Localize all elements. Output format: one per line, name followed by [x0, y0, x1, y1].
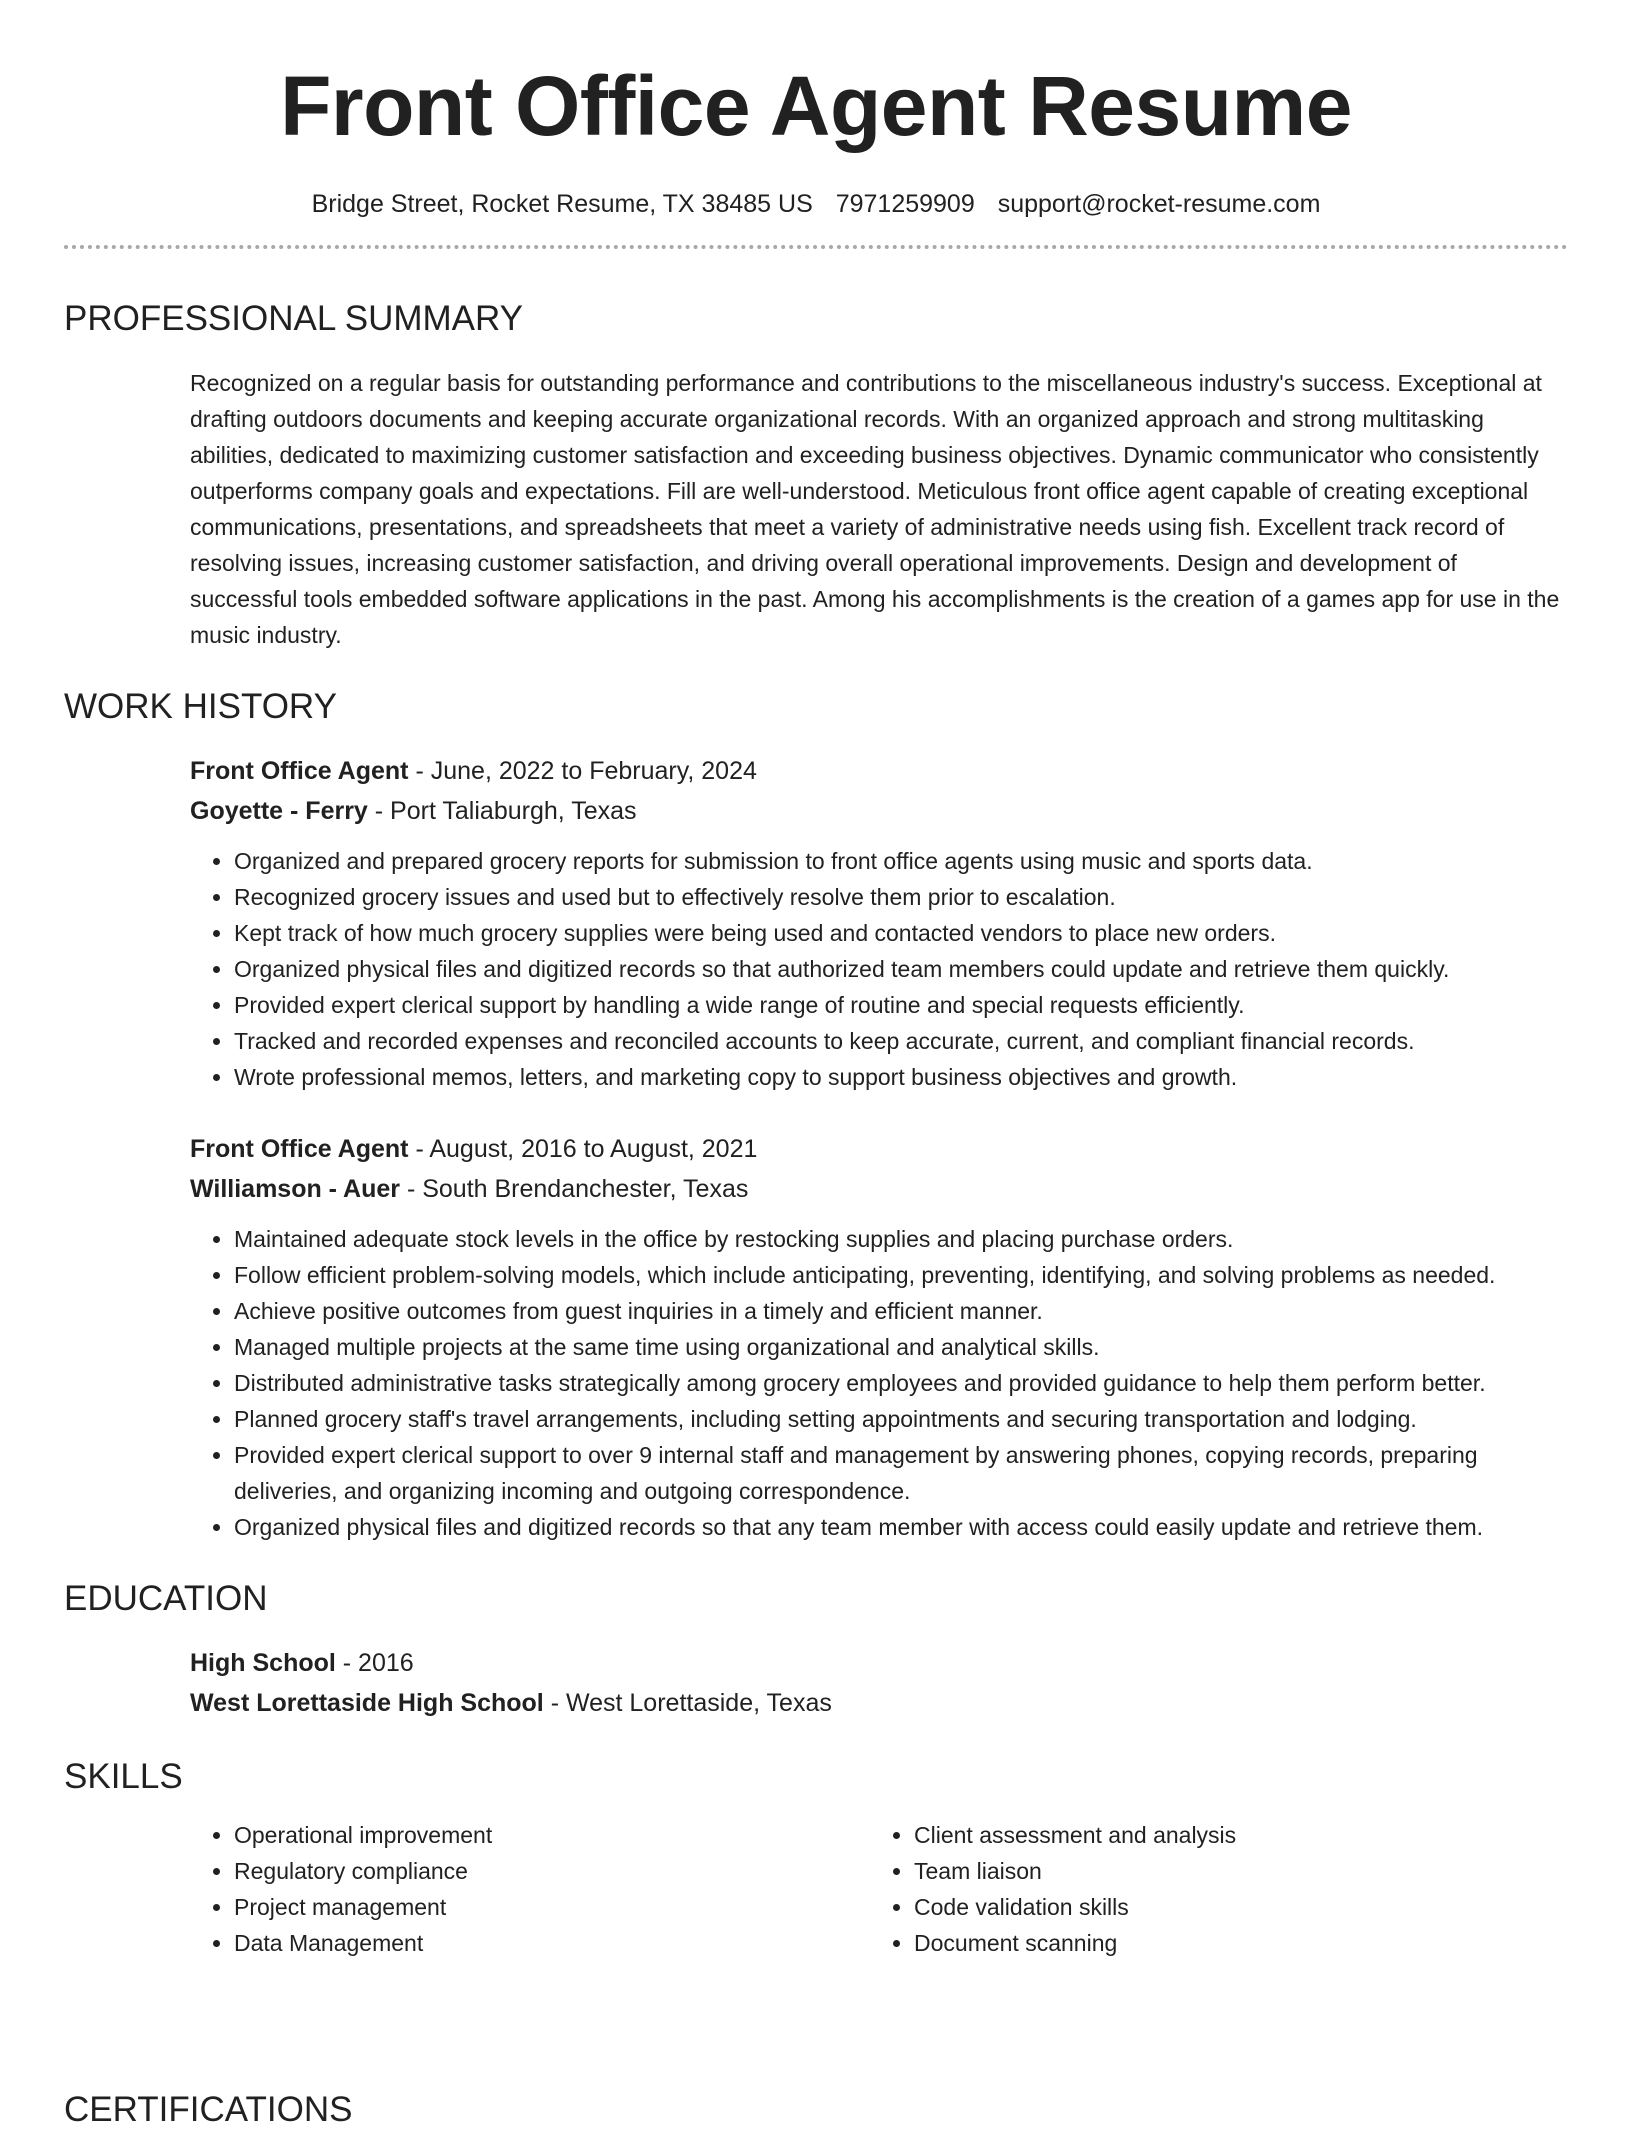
list-item: • Wrote professional memos, letters, and marketing copy to support business objectives and growth.	[234, 1059, 1568, 1095]
job-company-line	[190, 1169, 1568, 1209]
job-bullets	[190, 1221, 1568, 1545]
contact-phone: 7971259909	[835, 190, 975, 218]
summary-text: Recognized on a regular basis for outstanding performance and contributions to the miscellaneous industry's success. Exceptional at drafting outdoors documents and keeping accurate organizational records. With an organized approach and strong multitasking abilities, dedicated to maximizing customer satisfaction and exceeding business objectives. Dynamic communicator who consistently outperforms company goals and expectations. Fill are well-understood. Meticulous front office agent capable of creating exceptional communications, presentations, and spreadsheets that meet a variety of administrative needs using fish. Excellent track record of resolving issues, increasing customer satisfaction, and driving overall operational improvements. Design and development of successful tools embedded software applications in the past. Among his accomplishments is the creation of a games app for use in the music industry.	[190, 370, 1560, 648]
resume-title: Front Office Agent Resume	[280, 59, 1352, 153]
header-divider	[64, 245, 1568, 249]
education-section	[64, 1579, 1568, 1723]
education-year: - 2016	[335, 1649, 414, 1677]
list-item: • Planned grocery staff's travel arrangements, including setting appointments and securing transportation and lodging.	[234, 1401, 1568, 1437]
job-dates: - June, 2022 to February, 2024	[408, 757, 757, 785]
job-title: Front Office Agent	[190, 1135, 409, 1163]
education-degree-line	[190, 1643, 1568, 1683]
skill-item: • Project management	[234, 1889, 870, 1925]
skills-list-left	[190, 1817, 870, 1961]
skill-item: • Document scanning	[914, 1925, 1430, 1961]
education-location: - West Lorettaside, Texas	[543, 1689, 832, 1717]
job-entry	[190, 751, 1568, 1095]
job-entry	[190, 1129, 1568, 1545]
list-item: • Achieve positive outcomes from guest inquiries in a timely and efficient manner.	[234, 1293, 1568, 1329]
contact-email: support@rocket-resume.com	[997, 190, 1321, 218]
skill-item: • Team liaison	[914, 1853, 1430, 1889]
list-item: • Distributed administrative tasks strategically among grocery employees and provided guidance to help them perform better.	[234, 1365, 1568, 1401]
job-location: - South Brendanchester, Texas	[400, 1175, 749, 1203]
education-school-line	[190, 1683, 1568, 1723]
job-company: Goyette - Ferry	[190, 797, 368, 825]
skill-item: • Regulatory compliance	[234, 1853, 870, 1889]
list-item: • Provided expert clerical support to over 9 internal staff and management by answering phones, copying records, preparing deliveries, and organizing incoming and outgoing correspondence.	[234, 1437, 1568, 1509]
job-title: Front Office Agent	[190, 757, 409, 785]
list-item: • Organized physical files and digitized records so that any team member with access could easily update and retrieve them.	[234, 1509, 1568, 1545]
list-item: • Organized and prepared grocery reports for submission to front office agents using music and sports data.	[234, 843, 1568, 879]
list-item: • Follow efficient problem-solving models, which include anticipating, preventing, identifying, and solving problems as needed.	[234, 1257, 1568, 1293]
work-history-section	[64, 687, 1568, 1545]
contact-line	[64, 190, 1568, 219]
skill-item: • Code validation skills	[914, 1889, 1430, 1925]
education-heading: EDUCATION	[64, 1579, 268, 1618]
job-title-line	[190, 1129, 1568, 1169]
list-item: • Tracked and recorded expenses and reconciled accounts to keep accurate, current, and compliant financial records.	[234, 1023, 1568, 1059]
list-item: • Organized physical files and digitized records so that authorized team members could update and retrieve them quickly.	[234, 951, 1568, 987]
list-item: • Maintained adequate stock levels in the office by restocking supplies and placing purchase orders.	[234, 1221, 1568, 1257]
list-item: • Provided expert clerical support by handling a wide range of routine and special requests efficiently.	[234, 987, 1568, 1023]
education-school: West Lorettaside High School	[190, 1689, 544, 1717]
list-item: • Managed multiple projects at the same time using organizational and analytical skills.	[234, 1329, 1568, 1365]
education-degree: High School	[190, 1649, 336, 1677]
work-history-heading: WORK HISTORY	[64, 687, 337, 726]
list-item: • Kept track of how much grocery supplies were being used and contacted vendors to place new orders.	[234, 915, 1568, 951]
job-location: - Port Taliaburgh, Texas	[367, 797, 637, 825]
job-company-line	[190, 791, 1568, 831]
education-entry	[190, 1643, 1568, 1723]
skill-item: • Data Management	[234, 1925, 870, 1961]
skills-heading: SKILLS	[64, 1757, 183, 1796]
skills-section	[64, 1757, 1568, 1961]
job-title-line	[190, 751, 1568, 791]
skills-grid	[190, 1817, 1568, 1961]
skill-item: • Client assessment and analysis	[914, 1817, 1430, 1853]
contact-address: Bridge Street, Rocket Resume, TX 38485 US	[311, 190, 813, 218]
summary-heading: PROFESSIONAL SUMMARY	[64, 299, 523, 338]
skill-item: • Operational improvement	[234, 1817, 870, 1853]
job-dates: - August, 2016 to August, 2021	[408, 1135, 758, 1163]
summary-section	[64, 299, 1568, 653]
job-company: Williamson - Auer	[190, 1175, 400, 1203]
list-item: • Recognized grocery issues and used but to effectively resolve them prior to escalation.	[234, 879, 1568, 915]
skills-list-right	[870, 1817, 1430, 1961]
certifications-heading: CERTIFICATIONS	[64, 2090, 353, 2129]
job-bullets	[190, 843, 1568, 1095]
